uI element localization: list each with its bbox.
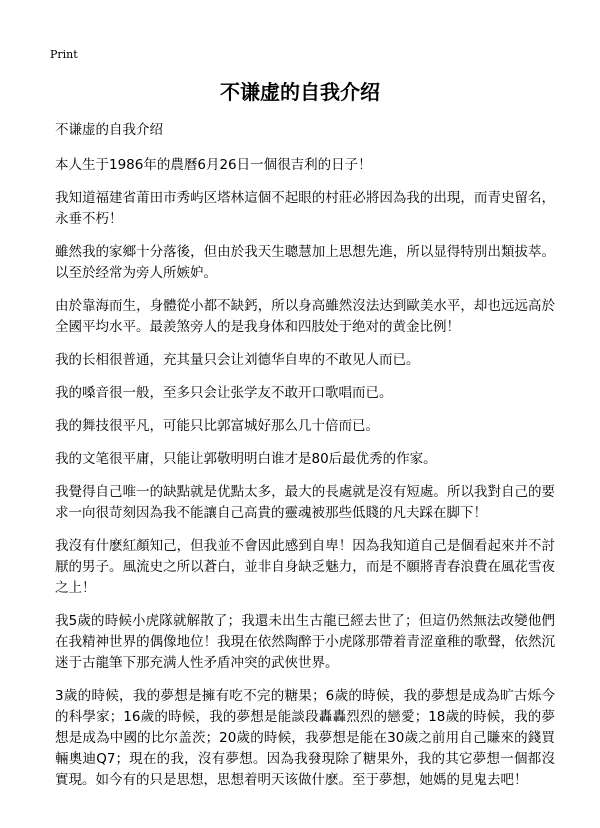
paragraph: 我的嗓音很一般，至多只会让张学友不敢开口歌唱而已。 [55,385,393,401]
paragraph: 雖然我的家鄉十分落後，但由於我天生聰慧加上思想先進，所以显得特別出類拔萃。以至於经常为旁人所嫉妒。 [55,244,555,281]
paragraph: 由於靠海而生，身體從小都不缺鈣，所以身高雖然沒法达到歐美水平，却也远远高於全國平均水平。最羨煞旁人的是我身体和四肢处于绝对的黄金比例！ [55,298,555,335]
article-heading: 不谦虚的自我介绍 [55,122,163,138]
paragraph: 我覺得自己唯一的缺點就是优點太多，最大的長處就是沒有短處。所以我對自己的要求一向很苛刻因為我不能讓自己高貴的靈魂被那些低賤的凡夫踩在脚下！ [55,484,555,521]
paragraph: 我5歲的時候小虎隊就解散了；我還未出生古龍已經去世了；但這仍然無法改變他們在我精神世界的偶像地位！我現在依然陶醉于小虎隊那帶着青涩童稚的歌聲，依然沉迷于古龍筆下那充满人性矛盾冲突的武俠世界。 [55,613,555,671]
paragraph: 我的长相很普通，充其量只会让刘德华自卑的不敢见人而已。 [55,352,420,368]
paragraph: 我知道福建省莆田市秀屿区塔林這個不起眼的村莊必將因為我的出現，而青史留名，永垂不朽！ [55,190,555,227]
paragraph: 3歲的時候，我的夢想是擁有吃不完的糖果；6歲的時候，我的夢想是成為旷古烁今的科學家；16歲的時候，我的夢想是能談段轟轟烈烈的戀愛；18歲的時候，我的夢想是成為中國的比尔盖茨；20歲的時候，我夢想是能在30歲之前用自己賺來的錢買輛奧迪Q7；現在的我，沒有夢想。因為我發現除了糖果外，我的其它夢想一個都沒實現。如今有的只是思想，思想着明天该做什麽。至于夢想，她媽的見鬼去吧！ [55,688,555,788]
print-link[interactable]: Print [50,48,78,61]
paragraph: 我沒有什麽紅顏知己，但我並不會因此感到自卑！因為我知道自己是個看起來并不討厭的男子。風流史之所以蒼白，並非自身缺乏魅力，而是不願將青春浪費在風花雪夜之上！ [55,538,555,596]
paragraph: 本人生于1986年的農曆6月26日一個很吉利的日子！ [55,157,372,173]
page-title: 不谦虚的自我介绍 [220,80,380,104]
paragraph: 我的文笔很平庸，只能让郭敬明明白谁才是80后最优秀的作家。 [55,451,437,467]
article-body [55,120,555,803]
paragraph: 我的舞技很平凡，可能只比郭富城好那么几十倍而已。 [55,418,379,434]
